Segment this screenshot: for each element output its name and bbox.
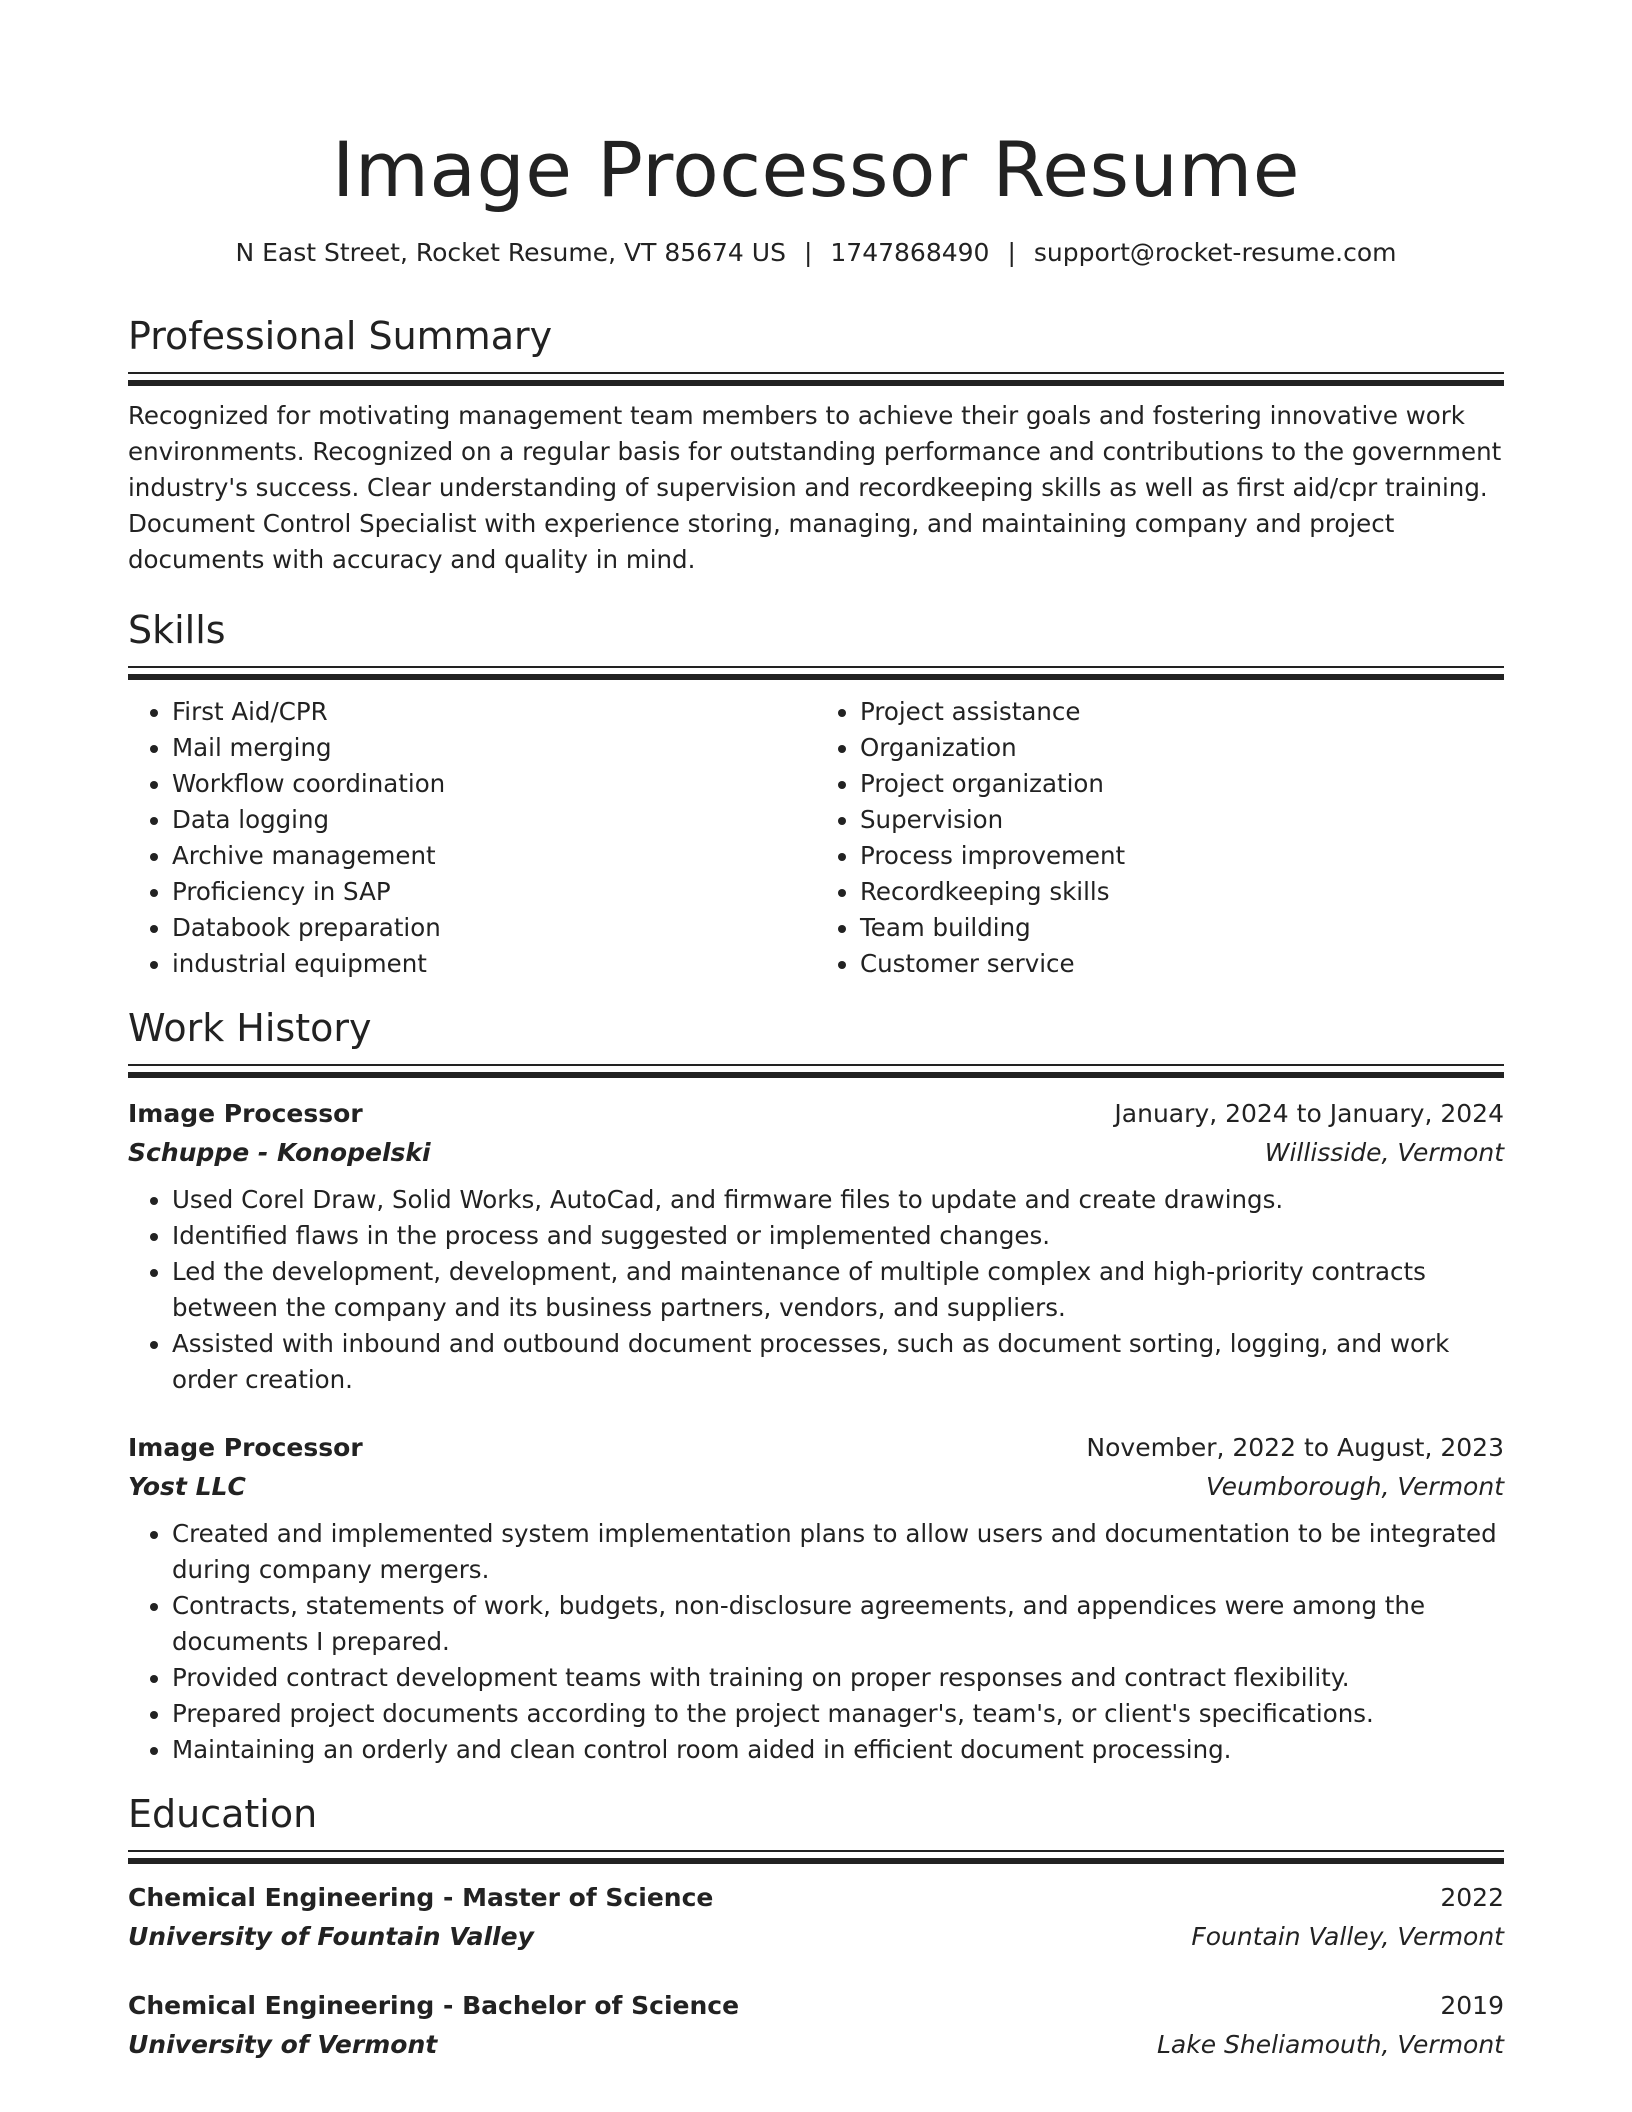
skills-columns	[128, 694, 1504, 982]
job-location: Willisside, Vermont	[1264, 1138, 1504, 1167]
job-company: Schuppe - Konopelski	[128, 1138, 431, 1167]
skill-item: • Databook preparation	[172, 910, 816, 946]
section-title-education: Education	[128, 1792, 318, 1836]
school-location: Fountain Valley, Vermont	[1191, 1922, 1504, 1951]
skill-item: • Data logging	[172, 802, 816, 838]
school: University of Fountain Valley	[128, 1922, 534, 1951]
job-bullet: • Used Corel Draw, Solid Works, AutoCad, and firmware files to update and create drawings.	[172, 1182, 1504, 1218]
section-rule	[128, 666, 1504, 680]
section-rule	[128, 1850, 1504, 1864]
job-bullet: • Provided contract development teams with training on proper responses and contract flexibility.	[172, 1660, 1504, 1696]
job-bullet: • Contracts, statements of work, budgets, non-disclosure agreements, and appendices were among the documents I prepared.	[172, 1588, 1504, 1660]
skills-left-list	[128, 694, 816, 982]
section-rule	[128, 372, 1504, 386]
job-bullet: • Created and implemented system implementation plans to allow users and documentation to be integrated during company mergers.	[172, 1516, 1504, 1588]
work-history-section	[128, 1004, 1504, 1768]
education-section	[128, 1790, 1504, 2064]
skill-item: • Archive management	[172, 838, 816, 874]
skill-item: • Recordkeeping skills	[860, 874, 1504, 910]
contact-separator: |	[803, 238, 813, 267]
job-title: Image Processor	[128, 1099, 363, 1128]
job-entry	[128, 1094, 1504, 1398]
skill-item: • Project assistance	[860, 694, 1504, 730]
skills-right-list	[816, 694, 1504, 982]
job-dates: November, 2022 to August, 2023	[1086, 1433, 1504, 1462]
education-subheader	[128, 2026, 1504, 2064]
graduation-year: 2019	[1440, 1991, 1504, 2020]
skill-item: • Process improvement	[860, 838, 1504, 874]
skill-item: • Mail merging	[172, 730, 816, 766]
job-bullet: • Identified flaws in the process and suggested or implemented changes.	[172, 1218, 1504, 1254]
school-location: Lake Sheliamouth, Vermont	[1157, 2030, 1504, 2059]
summary-section	[128, 312, 1504, 578]
contact-line	[128, 236, 1504, 270]
skill-item: • industrial equipment	[172, 946, 816, 982]
skill-item: • Workflow coordination	[172, 766, 816, 802]
education-entry	[128, 1986, 1504, 2064]
section-title-skills: Skills	[128, 608, 226, 652]
resume-title: Image Processor Resume	[331, 125, 1301, 214]
address: N East Street, Rocket Resume, VT 85674 US	[235, 238, 786, 267]
education-entry	[128, 1878, 1504, 1956]
degree: Chemical Engineering - Master of Science	[128, 1883, 714, 1912]
section-title-work-history: Work History	[128, 1006, 372, 1050]
job-bullet: • Prepared project documents according to the project manager's, team's, or client's specifications.	[172, 1696, 1504, 1732]
education-subheader	[128, 1918, 1504, 1956]
job-header	[128, 1428, 1504, 1468]
education-header	[128, 1986, 1504, 2026]
section-title-summary: Professional Summary	[128, 314, 553, 358]
job-dates: January, 2024 to January, 2024	[1114, 1099, 1504, 1128]
skill-item: • Team building	[860, 910, 1504, 946]
job-bullets	[128, 1182, 1504, 1398]
job-bullets	[128, 1516, 1504, 1768]
skill-item: • Project organization	[860, 766, 1504, 802]
education-header	[128, 1878, 1504, 1918]
job-bullet: • Assisted with inbound and outbound document processes, such as document sorting, logging, and work order creation.	[172, 1326, 1504, 1398]
job-location: Veumborough, Vermont	[1206, 1472, 1504, 1501]
summary-text: Recognized for motivating management team members to achieve their goals and fostering innovative work environments. Recognized on a regular basis for outstanding performance and contributions to the government industry's success. Clear understanding of supervision and recordkeeping skills as well as first aid/cpr training. Document Control Specialist with experience storing, managing, and maintaining company and project documents with accuracy and quality in mind.	[128, 401, 1502, 574]
email: support@rocket-resume.com	[1033, 238, 1397, 267]
job-subheader	[128, 1134, 1504, 1172]
job-entry	[128, 1428, 1504, 1768]
skill-item: • First Aid/CPR	[172, 694, 816, 730]
degree: Chemical Engineering - Bachelor of Science	[128, 1991, 740, 2020]
job-title: Image Processor	[128, 1433, 363, 1462]
school: University of Vermont	[128, 2030, 438, 2059]
job-company: Yost LLC	[128, 1472, 246, 1501]
graduation-year: 2022	[1440, 1883, 1504, 1912]
skill-item: • Organization	[860, 730, 1504, 766]
job-subheader	[128, 1468, 1504, 1506]
skills-section	[128, 606, 1504, 982]
skill-item: • Supervision	[860, 802, 1504, 838]
phone: 1747868490	[830, 238, 990, 267]
section-rule	[128, 1064, 1504, 1078]
job-bullet: • Led the development, development, and maintenance of multiple complex and high-priority contracts between the company and its business partners, vendors, and suppliers.	[172, 1254, 1504, 1326]
skill-item: • Customer service	[860, 946, 1504, 982]
job-header	[128, 1094, 1504, 1134]
contact-separator: |	[1007, 238, 1016, 267]
job-bullet: • Maintaining an orderly and clean control room aided in efficient document processing.	[172, 1732, 1504, 1768]
skill-item: • Proficiency in SAP	[172, 874, 816, 910]
